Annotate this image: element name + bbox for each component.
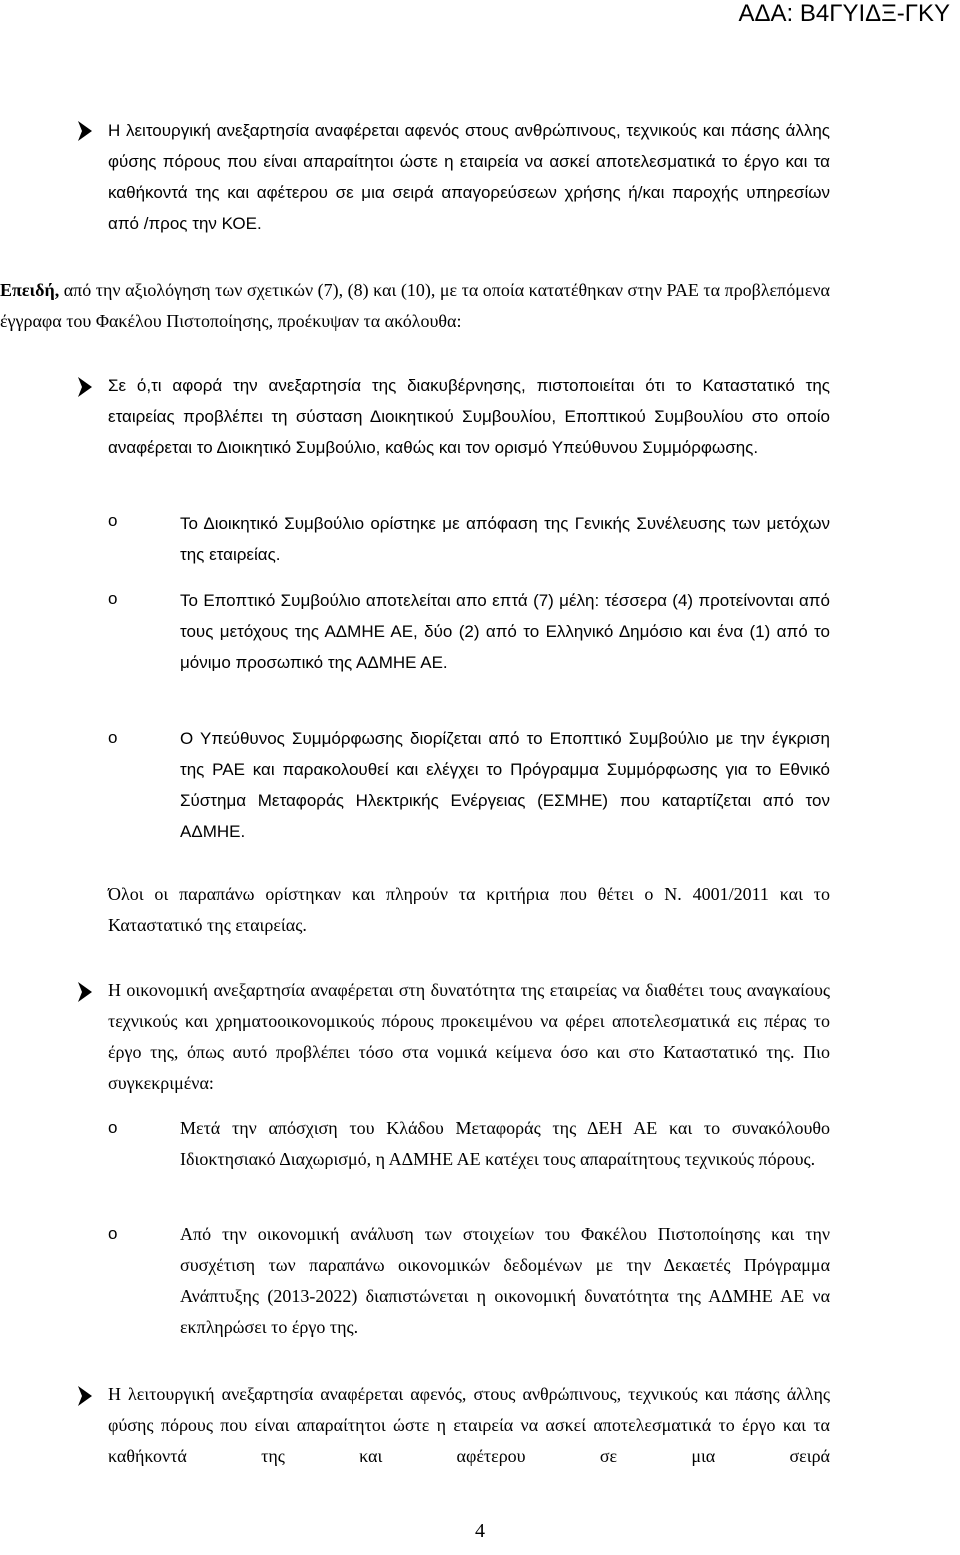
sub-item-compliance-officer: Ο Υπεύθυνος Συμμόρφωσης διορίζεται από το Εποπτικό Συμβούλιο με την έγκριση της ΡΑΕ και παρακολουθεί και ελέγχει το Πρόγραμμα Συμμόρφωσης για το Εθνικό Σύστημα Μεταφοράς Ηλεκτρικής Ενέργειας (ΕΣΜΗΕ) που καταρτίζεται από τον ΑΔΜΗΕ.: [180, 729, 830, 841]
sub-bullet-marker: o: [108, 511, 118, 530]
arrow-bullet-icon: [78, 377, 92, 397]
page-number: 4: [475, 1520, 485, 1542]
paragraph-functional-independence-continued: Η λειτουργική ανεξαρτησία αναφέρεται αφενός, στους ανθρώπινους, τεχνικούς και πάσης άλλης φύσης πόρους που είναι απαραίτητοι ώστε η εταιρεία να ασκεί αποτελεσματικά το έργο και τα καθήκοντά της και αφέτερου σε μια σειρά: [108, 1384, 830, 1466]
ada-code: ΑΔΑ: Β4ΓΥΙΔΞ-ΓΚΥ: [738, 0, 950, 27]
arrow-bullet-icon: [78, 982, 92, 1002]
sub-bullet-marker: o: [108, 1224, 118, 1243]
paragraph-financial-independence: Η οικονομική ανεξαρτησία αναφέρεται στη δυνατότητα της εταιρείας να διαθέτει τους αναγκαίους τεχνικούς και χρηματοοικονομικούς πόρους προκειμένου να φέρει αποτελεσματικά εις πέρας το έργο της, όπως αυτό προβλέπει τόσο στα νομικά κείμενα όσο και στο Καταστατικό της. Πιο συγκεκριμένα:: [108, 980, 830, 1093]
sub-item-board-of-directors: Το Διοικητικό Συμβούλιο ορίστηκε με απόφαση της Γενικής Συνέλευσης των μετόχων της εταιρείας.: [180, 514, 830, 564]
sub-bullet-marker: o: [108, 589, 118, 608]
sub-bullet-marker: o: [108, 728, 118, 747]
whereas-bold: Επειδή,: [0, 280, 60, 300]
paragraph-whereas: [0, 275, 830, 337]
paragraph-functional-independence: Η λειτουργική ανεξαρτησία αναφέρεται αφενός στους ανθρώπινους, τεχνικούς και πάσης άλλης φύσης πόρους που είναι απαραίτητοι ώστε η εταιρεία να ασκεί αποτελεσματικά το έργο και τα καθήκοντά της και αφέτερου σε μια σειρά απαγορεύσεων χρήσης ή/και παροχής υπηρεσίων από /προς την ΚΟΕ.: [108, 121, 830, 233]
sub-item-technical-resources: Μετά την απόσχιση του Κλάδου Μεταφοράς της ΔΕΗ ΑΕ και το συνακόλουθο Ιδιοκτησιακό Διαχωρισμό, η ΑΔΜΗΕ ΑΕ κατέχει τους απαραίτητους τεχνικούς πόρους.: [180, 1118, 830, 1169]
arrow-bullet-icon: [78, 121, 92, 141]
sub-bullet-marker: o: [108, 1118, 118, 1137]
paragraph-all-criteria-met: Όλοι οι παραπάνω ορίστηκαν και πληρούν τα κριτήρια που θέτει ο Ν. 4001/2011 και το Καταστατικό της εταιρείας.: [108, 884, 830, 935]
sub-item-financial-analysis: Από την οικονομική ανάλυση των στοιχείων του Φακέλου Πιστοποίησης και την συσχέτιση των παραπάνω οικονομικών δεδομένων με την Δεκαετές Πρόγραμμα Ανάπτυξης (2013-2022) διαπιστώνεται η οικονομική δυνατότητα της ΑΔΜΗΕ ΑΕ να εκπληρώσει το έργο της.: [180, 1224, 830, 1337]
whereas-text: από την αξιολόγηση των σχετικών (7), (8) και (10), με τα οποία κατατέθηκαν στην ΡΑΕ τα προβλεπόμενα έγγραφα του Φακέλου Πιστοποίησης, προέκυψαν τα ακόλουθα:: [0, 280, 830, 331]
paragraph-governance-independence: Σε ό,τι αφορά την ανεξαρτησία της διακυβέρνησης, πιστοποιείται ότι το Καταστατικό της εταιρείας προβλέπει τη σύσταση Διοικητικού Συμβουλίου, Εποπτικού Συμβουλίου στο οποίο αναφέρεται το Διοικητικό Συμβούλιο, καθώς και τον ορισμό Υπεύθυνου Συμμόρφωσης.: [108, 376, 830, 457]
arrow-bullet-icon: [78, 1386, 92, 1406]
sub-item-supervisory-board: Το Εποπτικό Συμβούλιο αποτελείται απο επτά (7) μέλη: τέσσερα (4) προτείνονται από τους μετόχους της ΑΔΜΗΕ ΑΕ, δύο (2) από το Ελληνικό Δημόσιο και ένα (1) από το μόνιμο προσωπικό της ΑΔΜΗΕ ΑΕ.: [180, 591, 830, 672]
